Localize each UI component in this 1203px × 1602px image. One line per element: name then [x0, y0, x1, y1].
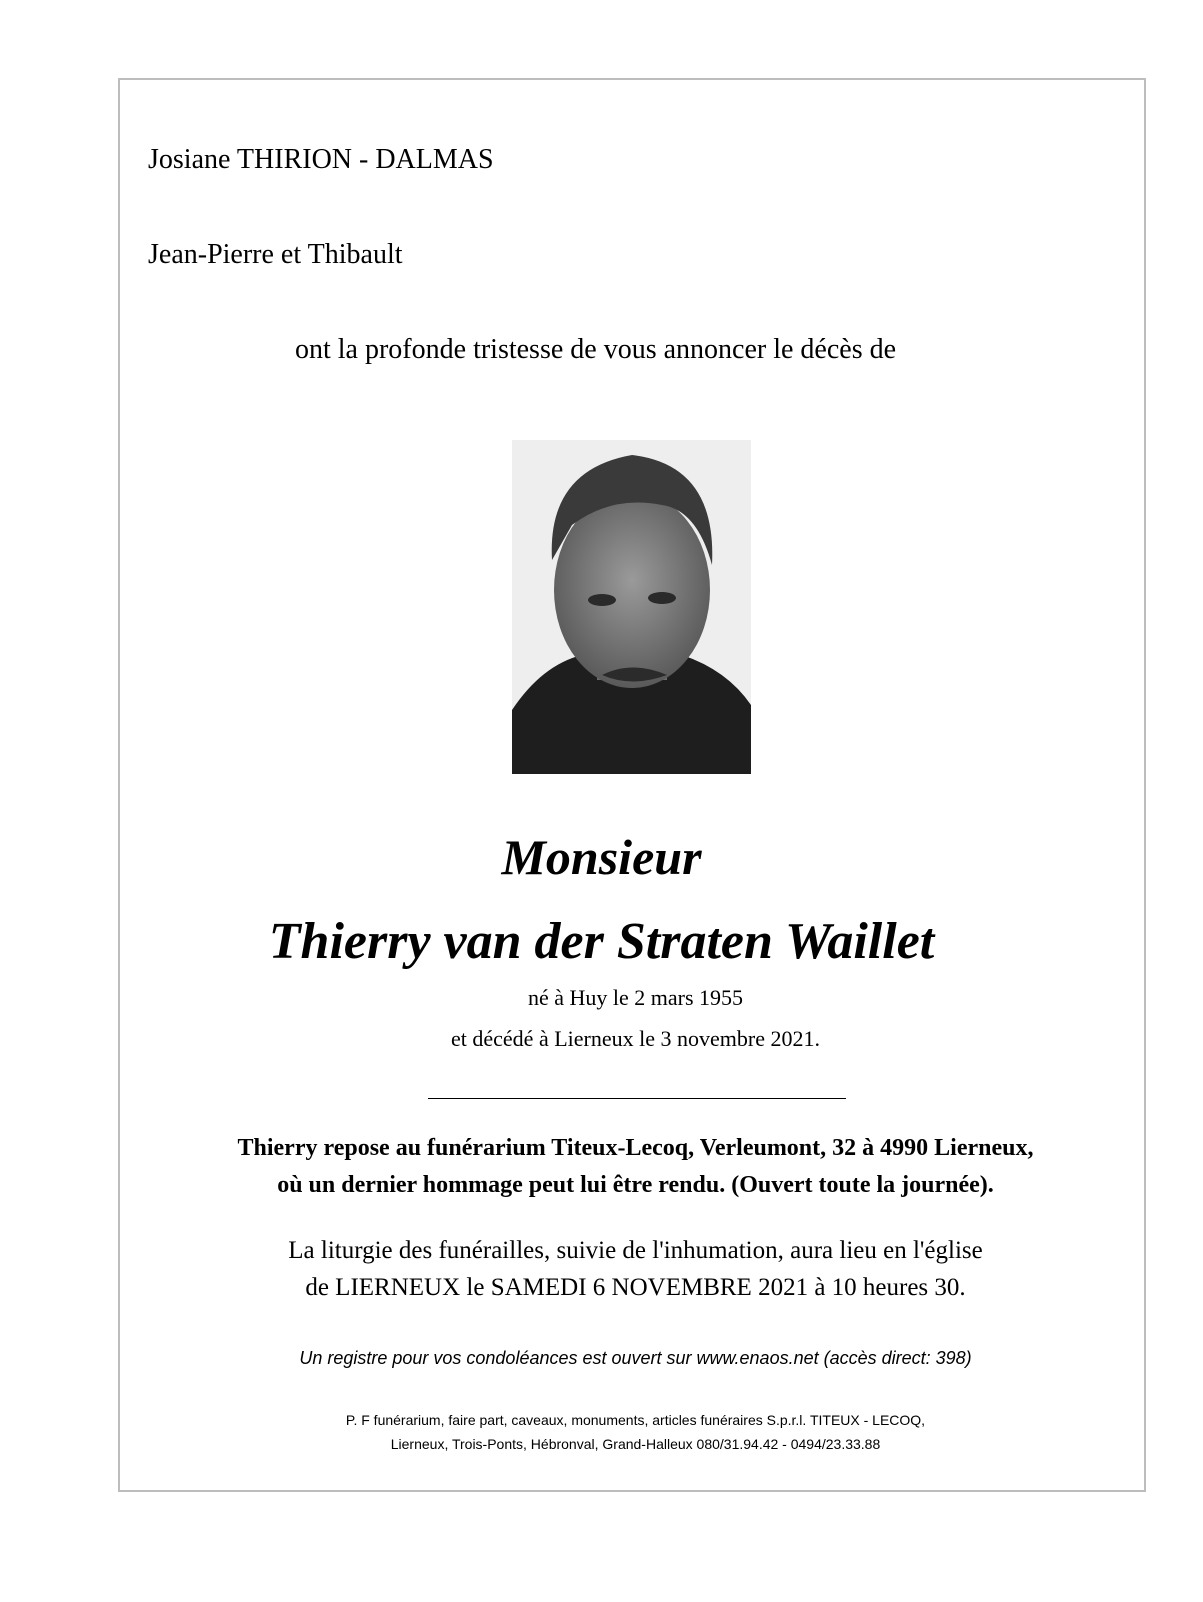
funeral-home-line-1: P. F funérarium, faire part, caveaux, monuments, articles funéraires S.p.r.l. TITEUX - LECOQ,	[345, 1412, 926, 1428]
announcement-text: ont la profonde tristesse de vous annoncer le décès de	[295, 334, 897, 365]
family-line-1: Josiane THIRION - DALMAS	[148, 144, 494, 175]
liturgy-line-1: La liturgie des funérailles, suivie de l'inhumation, aura lieu en l'église	[288, 1237, 983, 1264]
death-info: et décédé à Lierneux le 3 novembre 2021.	[451, 1026, 820, 1051]
birth-info: né à Huy le 2 mars 1955	[527, 985, 744, 1010]
deceased-title: Monsieur	[501, 829, 702, 885]
deceased-name: Thierry van der Straten Waillet	[268, 913, 935, 970]
liturgy-line-2: de LIERNEUX le SAMEDI 6 NOVEMBRE 2021 à 10 heures 30.	[305, 1274, 966, 1301]
viewing-line-1: Thierry repose au funérarium Titeux-Lecoq, Verleumont, 32 à 4990 Lierneux,	[237, 1135, 1034, 1161]
family-line-2: Jean-Pierre et Thibault	[148, 239, 403, 270]
condolence-register-text: Un registre pour vos condoléances est ouvert sur www.enaos.net (accès direct: 398)	[299, 1348, 972, 1368]
deceased-photo	[512, 440, 751, 774]
viewing-line-2: où un dernier hommage peut lui être rendu. (Ouvert toute la journée).	[277, 1172, 994, 1198]
funeral-home-line-2: Lierneux, Trois-Ponts, Hébronval, Grand-Halleux 080/31.94.42 - 0494/23.33.88	[390, 1436, 881, 1452]
divider-line	[428, 1098, 846, 1099]
